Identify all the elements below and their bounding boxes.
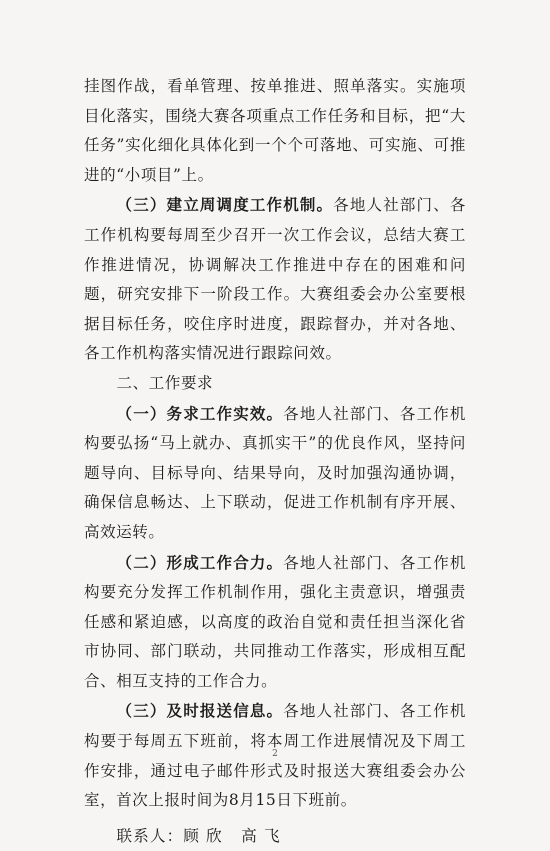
paragraph-requirement-1 [84,399,466,548]
page-number: 2 [272,749,278,759]
section-2-title: 二、工作要求 [116,373,214,392]
requirement-1-body: 各地人社部门、各工作机构要弘扬“马上就办、真抓实干”的优良作风，坚持问题导向、目标导向、结果导向，及时加强沟通协调，确保信息畅达、上下联动，促进工作机制有序开展、高效运转。 [84,404,466,541]
item-3-heading: （三）建立周调度工作机制。 [116,195,334,215]
requirement-2-heading: （二）形成工作合力。 [116,552,284,572]
requirement-3-heading: （三）及时报送信息。 [116,701,284,721]
contact-line: 联系人：顾 欣 高 飞 [116,826,281,845]
requirement-2-body: 各地人社部门、各工作机构要充分发挥工作机制作用，强化主责意识，增强责任感和紧迫感，以高度的政治自觉和责任担当深化省市协同、部门联动，共同推动工作落实，形成相互配合、相互支持的工作合力。 [84,553,466,690]
item-3-body: 各地人社部门、各工作机构要每周至少召开一次工作会议，总结大赛工作推进情况，协调解决工作推进中存在的困难和问题，研究安排下一阶段工作。大赛组委会办公室要根据目标任务，咬住序时进度，跟踪督办，并对各地、各工作机构落实情况进行跟踪问效。 [84,196,466,363]
paragraph-continued: 挂图作战，看单管理、按单推进、照单落实。实施项目化落实，围绕大赛各项重点工作任务和目标，把“大任务”实化细化具体化到一个个可落地、可实施、可推进的“小项目”上。 [84,77,466,184]
paragraph-requirement-2 [84,548,466,697]
requirement-1-heading: （一）务求工作实效。 [116,403,284,423]
paragraph-item-3 [84,190,466,369]
requirement-3-body: 各地人社部门、各工作机构要于每周五下班前，将本周工作进展情况及下周工作安排，通过电子邮件形式及时报送大赛组委会办公室，首次上报时间为8月15日下班前。 [84,702,466,810]
